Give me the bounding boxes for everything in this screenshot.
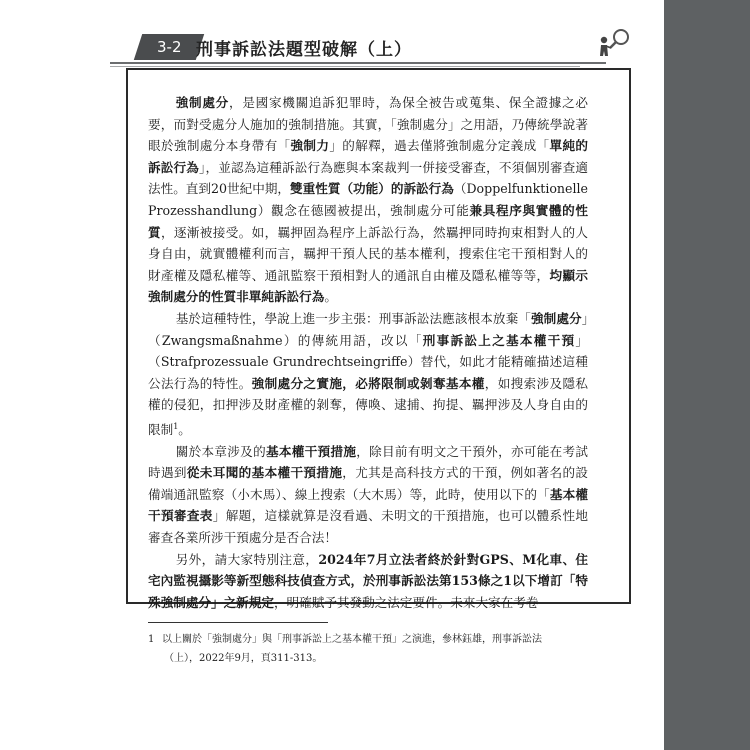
bold-emphasis: 雙重性質（功能）的訴訟行為 bbox=[290, 181, 454, 197]
body-text bbox=[148, 92, 588, 613]
paragraph bbox=[148, 308, 588, 441]
footnote-rule bbox=[148, 622, 328, 623]
text-run: 關於本章涉及的 bbox=[175, 443, 266, 459]
paragraph bbox=[148, 441, 588, 549]
footnote bbox=[148, 630, 588, 668]
page-number: 3-2 bbox=[156, 38, 182, 56]
text-run: （Doppelfunktionelle Prozesshandlung）觀念在德國被提出，強制處分可能 bbox=[148, 181, 589, 218]
bold-emphasis: 均顯示強制處分的性質非單純訴訟行為 bbox=[148, 267, 589, 305]
footnote-number: 1 bbox=[148, 634, 155, 645]
footnote-text: 以上關於「強制處分」與「刑事訴訟上之基本權干預」之演進，參林鈺雄，刑事訴訟法 bbox=[162, 634, 542, 645]
page-number-tab bbox=[134, 34, 204, 60]
bold-emphasis: 兼具程序與實體的性質 bbox=[148, 202, 588, 240]
footnote-line bbox=[148, 630, 588, 649]
bold-emphasis: 強制力 bbox=[290, 138, 330, 154]
footnote-ref: 1 bbox=[173, 421, 179, 431]
header-rule bbox=[110, 62, 606, 64]
text-run: ，如搜索涉及隱私權的侵犯，扣押涉及財產權的剝奪，傳喚、逮捕、拘提、羈押涉及人身自由的限制 bbox=[148, 375, 589, 438]
text-run: 」解題，這樣就算是沒看過、未明文的干預措施，也可以體系性地審查各業所涉干預處分是否合法！ bbox=[148, 508, 589, 546]
text-run: 」（Zwangsmaßnahme）的傳統用語，改以「 bbox=[148, 310, 589, 348]
bold-emphasis: 基本權干預審查表 bbox=[148, 486, 589, 524]
bold-emphasis: 從未耳聞的基本權干預措施 bbox=[186, 465, 343, 481]
bold-emphasis: 單純的訴訟行為 bbox=[148, 138, 589, 175]
paragraph bbox=[148, 92, 588, 308]
page-edge-strip bbox=[664, 0, 750, 750]
bold-emphasis: 2024年7月立法者終於針對GPS、M化車、住宅內監視攝影等新型態科技偵查方式，於刑事訴訟法第153條之1以下增訂「特殊強制處分」之新規定 bbox=[148, 551, 589, 610]
footnote-continuation: （上），2022年9月，頁311-313。 bbox=[164, 653, 323, 664]
text-run: 」，並認為這種訴訟行為應與本案裁判一併接受審查，不須個別審查適法性。直到20世紀中期， bbox=[148, 159, 589, 197]
text-run: 」（Strafprozessuale Grundrechtseingriffe）替代，如此才能精確描述這種公法行為的特性。 bbox=[148, 332, 589, 391]
bold-emphasis: 強制處分 bbox=[530, 310, 582, 326]
text-run: ，明確賦予其發動之法定要件。未來大家在考卷 bbox=[273, 594, 539, 610]
book-title: 刑事訴訟法題型破解（上） bbox=[196, 40, 412, 60]
text-run: 另外，請大家特別注意， bbox=[175, 551, 319, 567]
text-run: 。 bbox=[178, 422, 191, 438]
bold-emphasis: 基本權干預措施 bbox=[265, 443, 357, 459]
page-header bbox=[96, 24, 664, 64]
text-run: 。 bbox=[324, 289, 337, 305]
header-rule-thin bbox=[110, 66, 580, 67]
text-run: 基於這種特性，學說上進一步主張：刑事訴訟法應該根本放棄「 bbox=[175, 310, 531, 326]
paragraph bbox=[148, 549, 588, 614]
bold-emphasis: 強制處分 bbox=[175, 95, 230, 110]
magnifier-figure-icon bbox=[596, 26, 632, 62]
text-run: ，除目前有明文之干預外，亦可能在考試時遇到 bbox=[148, 443, 589, 481]
text-run: ，逐漸被接受。如，羈押固為程序上訴訟行為，然羈押同時拘束相對人的人身自由，就實體權利而言，羈押干預人民的基本權利，搜索住宅干預相對人的財產權及隱私權等、通訊監察干預相對人的通訊自由權及隱私權等等， bbox=[148, 224, 589, 283]
text-run: ，尤其是高科技方式的干預，例如著名的設備端通訊監察（小木馬）、線上搜索（大木馬）等，此時，使用以下的「 bbox=[148, 465, 589, 502]
bold-emphasis: 刑事訴訟上之基本權干預 bbox=[422, 332, 576, 348]
text-run: ，是國家機關追訴犯罪時，為保全被告或蒐集、保全證據之必要，而對受處分人施加的強制措施。其實，「強制處分」之用語，乃傳統學說著眼於強制處分本身帶有「 bbox=[148, 95, 589, 154]
bold-emphasis: 強制處分之實施，必將限制或剝奪基本權 bbox=[251, 375, 485, 391]
text-run: 」的解釋，過去僅將強制處分定義成「 bbox=[329, 138, 550, 154]
